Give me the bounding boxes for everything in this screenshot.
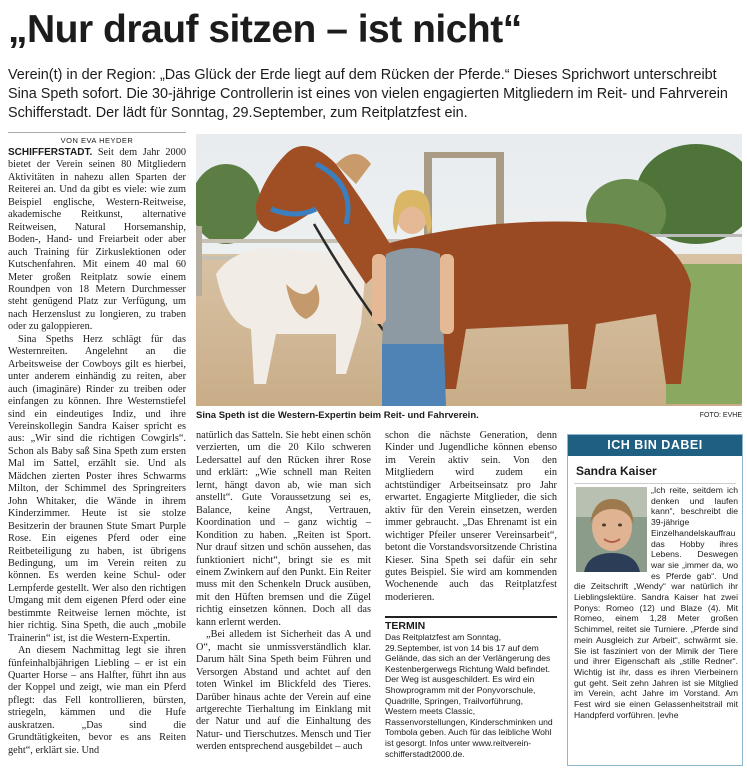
paragraph — [8, 147, 186, 334]
column-3 — [385, 430, 557, 604]
article-headline: „Nur drauf sitzen – ist nicht“ — [8, 8, 522, 51]
caption-text: Sina Speth ist die Western-Expertin beim Reit- und Fahrverein. — [196, 410, 479, 421]
column-1 — [8, 147, 186, 757]
portrait-illustration — [576, 487, 647, 572]
box-person-name: Sandra Kaiser — [576, 464, 657, 478]
paragraph-text: Seit dem Jahr 2000 bietet der Verein seinen 80 Mitgliedern Aktivitäten in nahezu allen Sparten der Reiterei an. Und da gibt es viele: wie zum Beispiel englische, Western-Reitweise, akademische Reitkunst, alternative Reitweisen, Natural Horsemanship, Boden-, Hand- und Freiarbeit oder aber auch Training für Zirkuslektionen oder Kutschenfahren. Mit einem 40 mal 60 Meter großen Reitplatz sowie einem Roundpen von 18 Metern Durchmesser steht genügend Platz zur Verfügung, um nach Herzenslust zu longieren, zu traben oder zu galoppieren. — [8, 147, 186, 333]
photo-caption — [196, 410, 742, 426]
horse-photo-illustration — [196, 134, 742, 406]
paragraph: An diesem Nachmittag legt sie ihren fünfeinhalbjährigen Liebling – er ist ein Quarter Horse – ans Halfter, führt ihn aus der Koppel und zeigt, wie man ein Pferd pflegt: das Fell kontrollieren, bürsten, striegeln, kämmen und die Hufe auskratzen. „Das sind die Grundtätigkeiten, bevor es ans Reiten geht“, erklärt sie. Und — [8, 645, 186, 756]
article-lead: Verein(t) in der Region: „Das Glück der Erde liegt auf dem Rücken der Pferde.“ Dieses Sprichwort unterschreibt Sina Speth sofort. Die 30-jährige Controllerin ist eines von vielen engagierten Mitgliedern im Reit- und Fahrverein Schifferstadt. Der lädt für Sonntag, 29.September, zum Reitplatzfest ein. — [8, 67, 728, 121]
article-photo — [196, 134, 742, 406]
termin-text: Das Reitplatzfest am Sonntag, 29.September, ist von 14 bis 17 auf dem Gelände, das sich an der Verlängerung des Kestenbergerwegs Richtung Wald befindet. Der Weg ist ausgeschildert. Es wird ein Showprogramm mit der Ponyvorschule, Quadrille, Springen, Trailvorführung, Western meets Classic, Rassenvorstellungen, Kinderschminken und Tombola geben. Auch für das leibliche Wohl ist gesorgt. Infos unter www.reitverein-schifferstadt2000.de. — [385, 632, 553, 759]
paragraph: natürlich das Satteln. Sie hebt einen schön verzierten, um die 20 Kilo schweren Ledersattel auf den Rücken ihrer Rose und erklärt: „Wie schnell man Reiten lernt, hängt davon ab, wie man sich anstellt“. Gute Voraussetzung sei es, Balance, keine Angst, Vertrauen, Koordination und – ganz wichtig – Kondition zu haben. „Reiten ist Sport. Nur drauf sitzen und schön aussehen, das funktioniert nicht“, bringt sie es mit einem Zwinkern auf den Punkt. Ein Reiter muss mit den Schenkeln Druck ausüben, mit den Hüften bremsen und die Zügel richtig einsetzen können. Doch all das kann erlernt werden. — [196, 430, 371, 628]
paragraph: Sina Speths Herz schlägt für das Westernreiten. Angelehnt an die Arbeitsweise der Cowboys gilt es hierbei, unter anderem einhändig zu reiten, aber auch (imaginäre) Rinder zu treiben oder einfangen zu können. Ihre Westernstiefel sind ein eindeutiges Indiz, und ihre Vereinskollegin Sandra Kaiser spricht es aus: „Wir sind die richtigen Cowgirls“. Schon als Baby saß Sina Speth zum ersten Mal im Sattel, erzählt sie. Und als Mädchen zierten Poster ihres Schwarms Milton, der Schimmel des Springreiters John Whitaker, die Wände in ihrem Kinderzimmer. Heute ist sie stolze Besitzerin der braunen Stute Smart Purple Rose. Ein eigenes Pferd oder eine Reitbeteiligung zu haben, ist übrigens Bedingung, um im Verein reiten zu können. Es werden keine Schul- oder Lernpferde gestellt. Wer also den richtigen Umgang mit dem eigenen Pferd oder eine bestimmte Reitweise lernen möchte, ist hier richtig. Sina Speth, die auch „mobile Trainerin“ ist, ist die Western-Expertin. — [8, 333, 186, 644]
ich-bin-dabei-box — [567, 434, 743, 766]
dateline: SCHIFFERSTADT. — [8, 147, 93, 158]
column-2 — [196, 430, 371, 754]
paragraph: schon die nächste Generation, denn Kinder und Jugendliche können ebenso im Verein aktiv sein. Von den Mitgliedern wird zudem ein achtstündiger Arbeitseinsatz pro Jahr erwartet. Engagierte Mitglieder, die sich aktiv für den Verein einsetzen, werden immer gebraucht. „Das Ehrenamt ist ein wichtiger Pfeiler unserer Vereinsarbeit“, betont die Vorstandsvorsitzende Christina Kieser. Sina Speth sei dafür ein sehr gutes Beispiel. Sie wird am kommenden Wochenende auch das Reitplatzfest moderieren. — [385, 430, 557, 603]
divider — [574, 483, 736, 484]
paragraph: „Bei alledem ist Sicherheit das A und O“, macht sie unmissverständlich klar. Darum hält Sina Speth beim Führen und Versorgen Abstand und achtet auf den toten Winkel im Blickfeld des Tieres. Darüber hinaus achte der Verein auf eine artgerechte Tierhaltung im Einklang mit der Natur und auf die Einhaltung des Natur- und Tierschutzes. Mensch und Tier werden entsprechend ausgebildet – auch — [196, 629, 371, 753]
portrait-photo — [576, 487, 647, 572]
termin-heading: TERMIN — [385, 616, 557, 632]
box-title: ICH BIN DABEI — [568, 435, 742, 456]
box-text-body: „Ich reite, seitdem ich denken und laufen kann“, beschreibt die 39-jährige Einzelhandelskauffrau das Hobby ihres Lebens. Deswegen war sie „immer da, wo es Pferde gab“. Und die Zeitschrift „Wendy“ war natürlich ihr Lieblingslektüre. Sandra Kaiser hat zwei Ponys: Romeo (12) und Blaze (4). Mit Romeo, einem 1,28 Meter großen Schimmel, reitet sie Turniere. „Pferde sind mein Ausgleich zur Arbeit“, schwärmt sie. Sie ist fasziniert von der Mimik der Tiere und ihrer Eigenschaft als „stille Redner“. Wichtig ist ihr, dass es ihren Vierbeinern gut geht. Seit zehn Jahren ist sie Mitglied im Verein, acht Jahre im Vorstand. Am Fest wird sie einen Gelassenheitstrail mit Handpferd vorführen. |evhe — [574, 485, 738, 720]
byline: VON EVA HEYDER — [8, 132, 186, 145]
photo-credit: FOTO: EVHE — [699, 412, 742, 419]
